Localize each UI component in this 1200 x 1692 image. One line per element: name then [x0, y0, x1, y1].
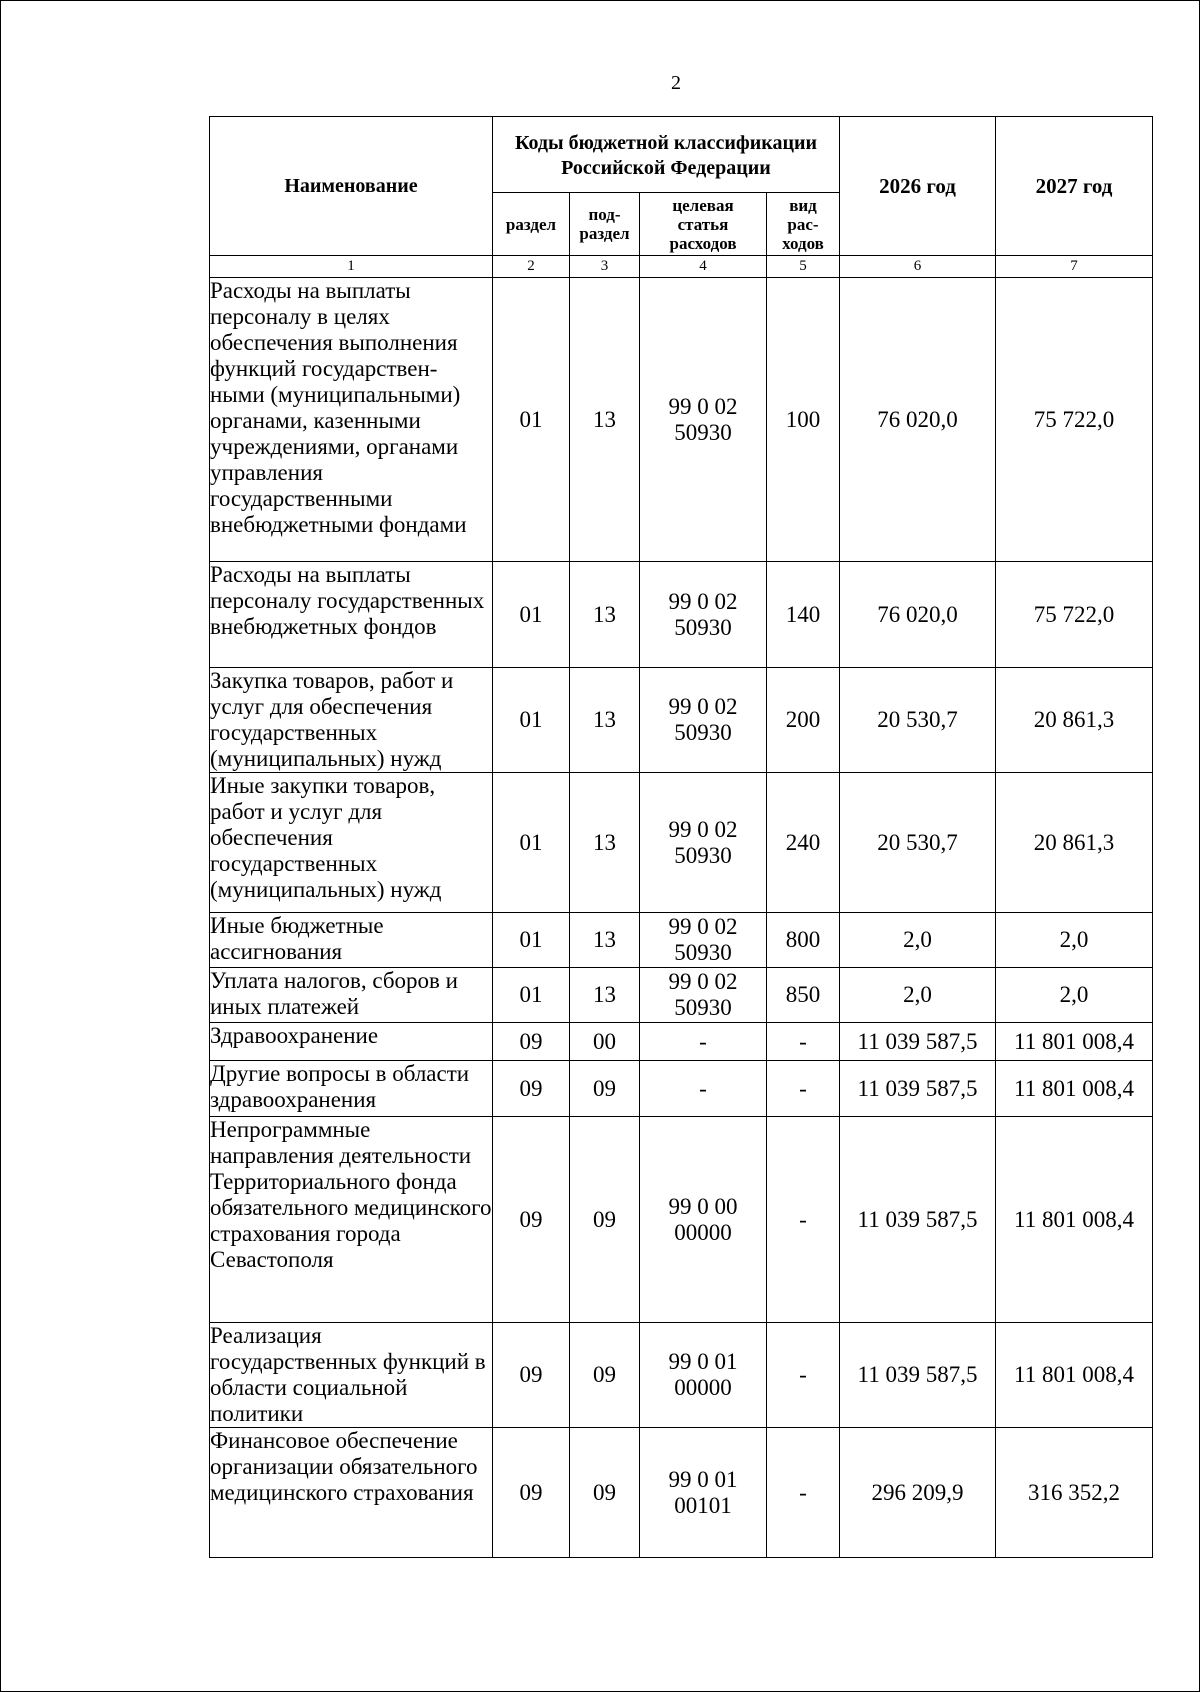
- row-podrazdel: 00: [570, 1023, 640, 1061]
- row-name: Расходы на выплаты персоналу государственных внебюджетных фондов: [210, 562, 493, 668]
- row-name: Непрограммные направления деятельности Территориального фонда обязательного медицинского страхования города Севастополя: [210, 1117, 493, 1323]
- row-expense-type: -: [767, 1023, 840, 1061]
- row-razdel: 01: [493, 913, 570, 968]
- row-expense-type: -: [767, 1428, 840, 1558]
- row-name: Иные закупки товаров, работ и услуг для обеспечения государственных (муниципальных) нужд: [210, 773, 493, 913]
- row-target-article: 99 0 00 00000: [640, 1117, 767, 1323]
- row-amount-2026: 296 209,9: [840, 1428, 996, 1558]
- row-name: Иные бюджетные ассигнования: [210, 913, 493, 968]
- row-expense-type: 800: [767, 913, 840, 968]
- row-podrazdel: 09: [570, 1428, 640, 1558]
- row-razdel: 09: [493, 1323, 570, 1428]
- row-amount-2027: 11 801 008,4: [996, 1023, 1153, 1061]
- row-expense-type: 140: [767, 562, 840, 668]
- table-row: [210, 1428, 1153, 1558]
- column-number: 2: [493, 256, 570, 278]
- row-amount-2027: 11 801 008,4: [996, 1323, 1153, 1428]
- row-target-article: 99 0 01 00000: [640, 1323, 767, 1428]
- row-amount-2026: 2,0: [840, 968, 996, 1023]
- header-year-2026: 2026 год: [840, 117, 996, 256]
- row-amount-2026: 11 039 587,5: [840, 1023, 996, 1061]
- row-expense-type: 200: [767, 668, 840, 773]
- row-expense-type: 100: [767, 278, 840, 562]
- row-amount-2027: 11 801 008,4: [996, 1061, 1153, 1117]
- row-amount-2027: 20 861,3: [996, 668, 1153, 773]
- column-number-row: [210, 256, 1153, 278]
- table-row: [210, 968, 1153, 1023]
- row-expense-type: -: [767, 1117, 840, 1323]
- table-row: [210, 1023, 1153, 1061]
- row-target-article: 99 0 02 50930: [640, 278, 767, 562]
- row-amount-2026: 76 020,0: [840, 278, 996, 562]
- row-razdel: 01: [493, 773, 570, 913]
- header-codes-group: Коды бюджетной классификации Российской Федерации: [493, 117, 840, 193]
- column-number: 4: [640, 256, 767, 278]
- row-name: Закупка товаров, работ и услуг для обеспечения государственных (муниципальных) нужд: [210, 668, 493, 773]
- header-podrazdel: под- раздел: [570, 193, 640, 256]
- table-row: [210, 1117, 1153, 1323]
- row-podrazdel: 13: [570, 278, 640, 562]
- row-amount-2026: 11 039 587,5: [840, 1323, 996, 1428]
- column-number: 7: [996, 256, 1153, 278]
- table-row: [210, 913, 1153, 968]
- row-amount-2027: 75 722,0: [996, 562, 1153, 668]
- row-podrazdel: 13: [570, 968, 640, 1023]
- row-amount-2026: 11 039 587,5: [840, 1117, 996, 1323]
- row-name: Расходы на выплаты персоналу в целях обеспечения выполнения функций государствен-ными (муниципальными) органами, казенными учреждениями, органами управления государственными внебюджетными фондами: [210, 278, 493, 562]
- row-amount-2026: 76 020,0: [840, 562, 996, 668]
- table-row: [210, 668, 1153, 773]
- budget-table: [209, 116, 1153, 1558]
- row-razdel: 01: [493, 968, 570, 1023]
- row-podrazdel: 13: [570, 668, 640, 773]
- row-amount-2027: 11 801 008,4: [996, 1117, 1153, 1323]
- row-razdel: 09: [493, 1428, 570, 1558]
- row-amount-2027: 20 861,3: [996, 773, 1153, 913]
- row-name: Уплата налогов, сборов и иных платежей: [210, 968, 493, 1023]
- row-amount-2027: 2,0: [996, 968, 1153, 1023]
- row-razdel: 09: [493, 1023, 570, 1061]
- page-number: 2: [671, 72, 681, 94]
- row-razdel: 09: [493, 1117, 570, 1323]
- row-amount-2026: 20 530,7: [840, 773, 996, 913]
- row-name: Другие вопросы в области здравоохранения: [210, 1061, 493, 1117]
- table-row: [210, 1323, 1153, 1428]
- row-razdel: 01: [493, 668, 570, 773]
- row-name: Финансовое обеспечение организации обязательного медицинского страхования: [210, 1428, 493, 1558]
- header-target-article: целевая статья расходов: [640, 193, 767, 256]
- row-target-article: -: [640, 1023, 767, 1061]
- row-razdel: 01: [493, 278, 570, 562]
- row-podrazdel: 13: [570, 773, 640, 913]
- row-expense-type: -: [767, 1323, 840, 1428]
- header-expense-type: вид рас- ходов: [767, 193, 840, 256]
- row-podrazdel: 09: [570, 1117, 640, 1323]
- row-razdel: 01: [493, 562, 570, 668]
- row-target-article: 99 0 02 50930: [640, 968, 767, 1023]
- table-row: [210, 1061, 1153, 1117]
- row-target-article: 99 0 02 50930: [640, 668, 767, 773]
- column-number: 1: [210, 256, 493, 278]
- row-expense-type: 850: [767, 968, 840, 1023]
- row-target-article: -: [640, 1061, 767, 1117]
- row-target-article: 99 0 02 50930: [640, 562, 767, 668]
- header-year-2027: 2027 год: [996, 117, 1153, 256]
- column-number: 3: [570, 256, 640, 278]
- table-row: [210, 773, 1153, 913]
- row-amount-2026: 20 530,7: [840, 668, 996, 773]
- table-row: [210, 562, 1153, 668]
- row-amount-2027: 2,0: [996, 913, 1153, 968]
- row-amount-2027: 75 722,0: [996, 278, 1153, 562]
- row-target-article: 99 0 01 00101: [640, 1428, 767, 1558]
- row-podrazdel: 13: [570, 913, 640, 968]
- header-name: Наименование: [210, 117, 493, 256]
- row-razdel: 09: [493, 1061, 570, 1117]
- column-number: 6: [840, 256, 996, 278]
- row-expense-type: -: [767, 1061, 840, 1117]
- header-razdel: раздел: [493, 193, 570, 256]
- table-row: [210, 278, 1153, 562]
- row-target-article: 99 0 02 50930: [640, 913, 767, 968]
- row-amount-2026: 2,0: [840, 913, 996, 968]
- row-name: Здравоохранение: [210, 1023, 493, 1061]
- row-name: Реализация государственных функций в области социальной политики: [210, 1323, 493, 1428]
- row-amount-2026: 11 039 587,5: [840, 1061, 996, 1117]
- row-podrazdel: 09: [570, 1323, 640, 1428]
- row-podrazdel: 13: [570, 562, 640, 668]
- row-target-article: 99 0 02 50930: [640, 773, 767, 913]
- column-number: 5: [767, 256, 840, 278]
- row-podrazdel: 09: [570, 1061, 640, 1117]
- row-expense-type: 240: [767, 773, 840, 913]
- row-amount-2027: 316 352,2: [996, 1428, 1153, 1558]
